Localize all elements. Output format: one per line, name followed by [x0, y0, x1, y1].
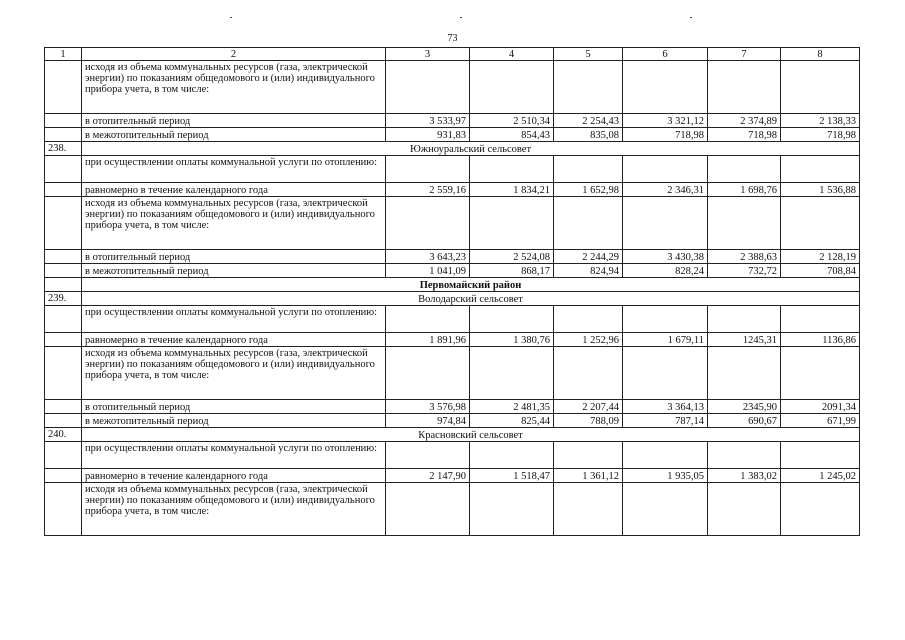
value-cell [781, 156, 860, 183]
row-index [45, 278, 82, 292]
row-index: 239. [45, 292, 82, 306]
table-body [45, 48, 860, 536]
value-cell: 2345,90 [708, 400, 781, 414]
value-row [45, 128, 860, 142]
value-cell [470, 61, 554, 114]
value-row [45, 414, 860, 428]
scan-speck [690, 17, 692, 18]
row-label [82, 197, 386, 250]
value-cell [623, 197, 708, 250]
row-label: в отопительный период [82, 400, 386, 414]
value-cell: 708,84 [781, 264, 860, 278]
row-label: в межотопительный период [82, 264, 386, 278]
value-row [45, 183, 860, 197]
row-index [45, 114, 82, 128]
value-cell: 1 252,96 [554, 333, 623, 347]
value-cell [708, 197, 781, 250]
value-cell: 788,09 [554, 414, 623, 428]
value-row [45, 114, 860, 128]
value-cell [781, 347, 860, 400]
description-row [45, 347, 860, 400]
value-cell: 854,43 [470, 128, 554, 142]
page-number: 73 [447, 33, 458, 44]
description-row [45, 197, 860, 250]
value-cell [623, 61, 708, 114]
value-cell: 825,44 [470, 414, 554, 428]
row-index: 240. [45, 428, 82, 442]
value-cell [386, 197, 470, 250]
row-label-text: при осуществлении оплаты коммунальной услуги по отоплению: [85, 443, 378, 454]
value-cell: 835,08 [554, 128, 623, 142]
row-label-text: исходя из объема коммунальных ресурсов (газа, электрической энергии) по показаниям общедомового и (или) индивидуального прибора учета, в том числе: [85, 198, 375, 231]
row-index [45, 61, 82, 114]
value-cell: 931,83 [386, 128, 470, 142]
row-index [45, 264, 82, 278]
value-cell: 2 388,63 [708, 250, 781, 264]
value-cell [623, 306, 708, 333]
row-index [45, 442, 82, 469]
value-cell: 2 374,89 [708, 114, 781, 128]
row-label: в отопительный период [82, 250, 386, 264]
value-cell: 974,84 [386, 414, 470, 428]
header-cell: 6 [623, 48, 708, 61]
value-cell: 1 891,96 [386, 333, 470, 347]
value-cell: 2 254,43 [554, 114, 623, 128]
value-cell [386, 61, 470, 114]
value-cell [708, 347, 781, 400]
row-label: в межотопительный период [82, 128, 386, 142]
row-label: в отопительный период [82, 114, 386, 128]
row-label: в межотопительный период [82, 414, 386, 428]
value-cell: 732,72 [708, 264, 781, 278]
value-cell [623, 156, 708, 183]
scan-speck [230, 17, 232, 18]
header-cell: 8 [781, 48, 860, 61]
row-label: равномерно в течение календарного года [82, 469, 386, 483]
value-row [45, 400, 860, 414]
value-cell [554, 483, 623, 536]
value-cell [708, 156, 781, 183]
value-cell [470, 197, 554, 250]
value-cell [386, 483, 470, 536]
value-cell: 1 518,47 [470, 469, 554, 483]
section-row [45, 142, 860, 156]
description-row [45, 61, 860, 114]
value-row [45, 469, 860, 483]
row-label [82, 156, 386, 183]
value-cell [386, 306, 470, 333]
value-cell: 1136,86 [781, 333, 860, 347]
section-title: Володарский сельсовет [82, 292, 860, 306]
value-cell: 3 576,98 [386, 400, 470, 414]
row-index [45, 183, 82, 197]
tariff-table [44, 47, 860, 536]
value-cell: 671,99 [781, 414, 860, 428]
row-label [82, 442, 386, 469]
value-cell: 3 364,13 [623, 400, 708, 414]
section-title: Южноуральский сельсовет [82, 142, 860, 156]
row-index [45, 250, 82, 264]
value-cell: 2 207,44 [554, 400, 623, 414]
row-index [45, 469, 82, 483]
value-cell: 3 430,38 [623, 250, 708, 264]
section-row [45, 292, 860, 306]
row-label [82, 347, 386, 400]
value-cell: 1 834,21 [470, 183, 554, 197]
row-label [82, 306, 386, 333]
value-cell: 2 510,34 [470, 114, 554, 128]
district-title: Первомайский район [82, 278, 860, 292]
header-cell: 5 [554, 48, 623, 61]
value-cell [470, 156, 554, 183]
value-cell [781, 483, 860, 536]
section-title: Красновский сельсовет [82, 428, 860, 442]
value-cell: 1 361,12 [554, 469, 623, 483]
row-index [45, 128, 82, 142]
value-cell [470, 306, 554, 333]
value-cell: 787,14 [623, 414, 708, 428]
section-row [45, 428, 860, 442]
row-label: равномерно в течение календарного года [82, 333, 386, 347]
header-cell: 2 [82, 48, 386, 61]
header-cell: 4 [470, 48, 554, 61]
row-label: равномерно в течение календарного года [82, 183, 386, 197]
row-label-text: при осуществлении оплаты коммунальной услуги по отоплению: [85, 307, 378, 318]
value-cell [623, 483, 708, 536]
value-row [45, 250, 860, 264]
value-cell [781, 197, 860, 250]
value-cell: 1 536,88 [781, 183, 860, 197]
header-cell: 3 [386, 48, 470, 61]
value-cell [623, 442, 708, 469]
value-row [45, 333, 860, 347]
description-row [45, 483, 860, 536]
value-cell [470, 347, 554, 400]
row-index [45, 483, 82, 536]
value-cell: 2 524,08 [470, 250, 554, 264]
value-cell [470, 483, 554, 536]
value-cell: 1245,31 [708, 333, 781, 347]
value-cell [386, 347, 470, 400]
value-cell [386, 442, 470, 469]
value-cell [781, 61, 860, 114]
value-cell [554, 347, 623, 400]
value-row [45, 264, 860, 278]
value-cell: 3 643,23 [386, 250, 470, 264]
value-cell: 2 244,29 [554, 250, 623, 264]
value-cell [554, 442, 623, 469]
value-cell [386, 156, 470, 183]
value-cell: 2 346,31 [623, 183, 708, 197]
row-index [45, 156, 82, 183]
value-cell: 1 679,11 [623, 333, 708, 347]
value-cell [708, 306, 781, 333]
value-cell [623, 347, 708, 400]
row-label-text: исходя из объема коммунальных ресурсов (газа, электрической энергии) по показаниям общедомового и (или) индивидуального прибора учета, в том числе: [85, 348, 375, 381]
row-index [45, 197, 82, 250]
value-cell: 3 533,97 [386, 114, 470, 128]
district-row [45, 278, 860, 292]
value-cell [554, 61, 623, 114]
row-index [45, 414, 82, 428]
value-cell [708, 61, 781, 114]
value-cell [554, 197, 623, 250]
value-cell [554, 156, 623, 183]
value-cell: 868,17 [470, 264, 554, 278]
row-index [45, 400, 82, 414]
scan-speck [460, 17, 462, 18]
value-cell [554, 306, 623, 333]
value-cell: 2 138,33 [781, 114, 860, 128]
value-cell: 1 041,09 [386, 264, 470, 278]
row-index [45, 306, 82, 333]
row-index: 238. [45, 142, 82, 156]
header-row [45, 48, 860, 61]
row-index [45, 347, 82, 400]
value-cell [470, 442, 554, 469]
value-cell: 1 383,02 [708, 469, 781, 483]
row-label-text: исходя из объема коммунальных ресурсов (газа, электрической энергии) по показаниям общедомового и (или) индивидуального прибора учета, в том числе: [85, 62, 375, 95]
value-cell [781, 306, 860, 333]
value-cell: 718,98 [623, 128, 708, 142]
value-cell: 1 380,76 [470, 333, 554, 347]
value-cell: 1 935,05 [623, 469, 708, 483]
value-cell [708, 483, 781, 536]
value-cell: 2 147,90 [386, 469, 470, 483]
header-cell: 7 [708, 48, 781, 61]
value-cell: 2 128,19 [781, 250, 860, 264]
value-cell: 828,24 [623, 264, 708, 278]
row-label [82, 483, 386, 536]
value-cell: 1 652,98 [554, 183, 623, 197]
value-cell: 2 559,16 [386, 183, 470, 197]
header-cell: 1 [45, 48, 82, 61]
row-index [45, 333, 82, 347]
row-label-text: при осуществлении оплаты коммунальной услуги по отоплению: [85, 157, 378, 168]
value-cell: 718,98 [708, 128, 781, 142]
value-cell: 1 698,76 [708, 183, 781, 197]
value-cell: 3 321,12 [623, 114, 708, 128]
value-cell [781, 442, 860, 469]
description-row [45, 156, 860, 183]
value-cell: 2 481,35 [470, 400, 554, 414]
value-cell: 718,98 [781, 128, 860, 142]
value-cell: 690,67 [708, 414, 781, 428]
row-label [82, 61, 386, 114]
description-row [45, 306, 860, 333]
value-cell: 2091,34 [781, 400, 860, 414]
row-label-text: исходя из объема коммунальных ресурсов (газа, электрической энергии) по показаниям общедомового и (или) индивидуального прибора учета, в том числе: [85, 484, 375, 517]
value-cell: 1 245,02 [781, 469, 860, 483]
description-row [45, 442, 860, 469]
value-cell [708, 442, 781, 469]
value-cell: 824,94 [554, 264, 623, 278]
